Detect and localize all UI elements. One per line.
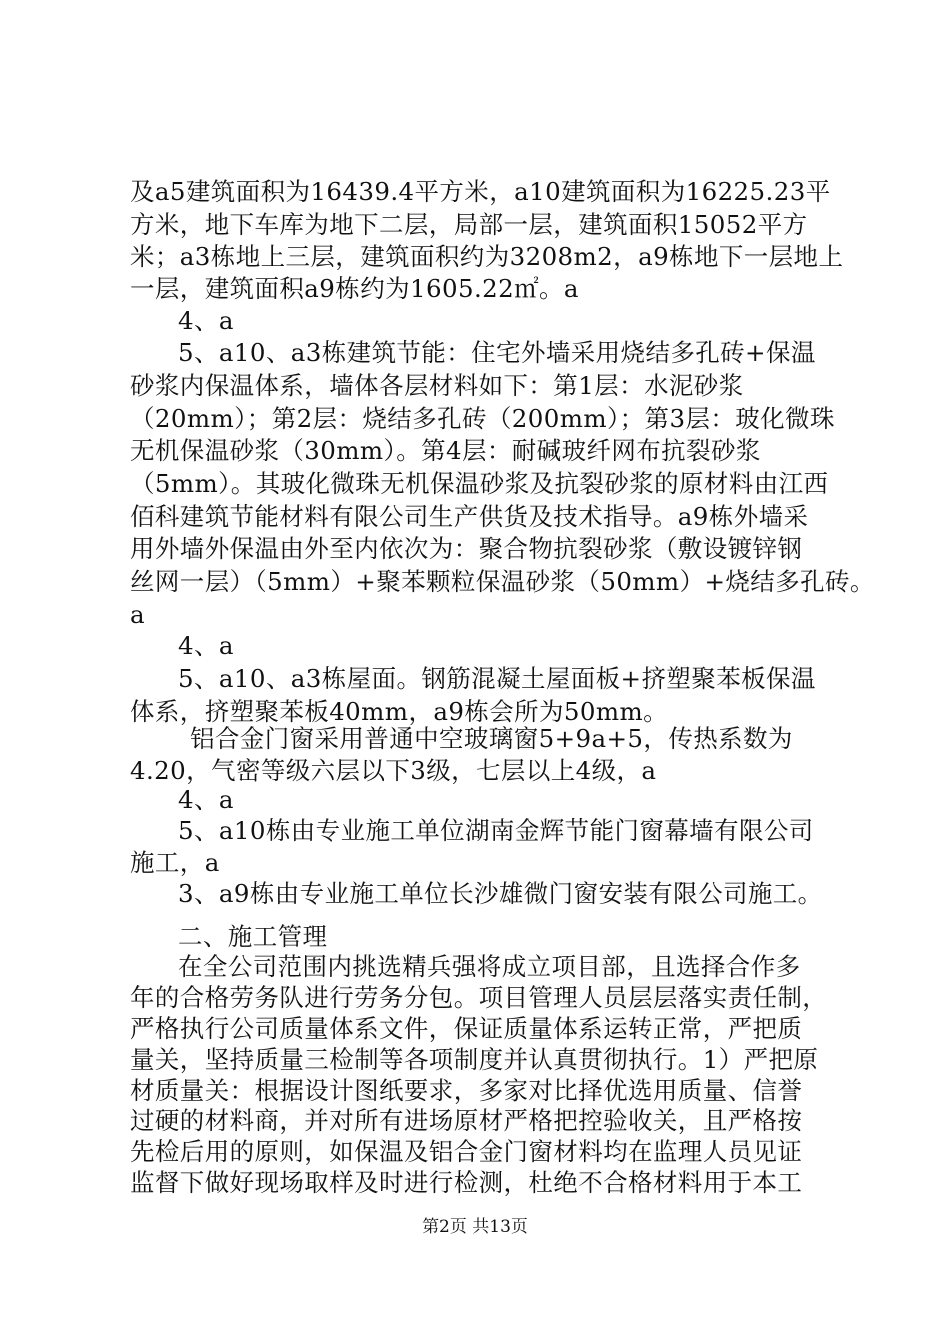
paragraph-line: 丝网一层）（5mm）+聚苯颗粒保温砂浆（50mm）+烧结多孔砖。 — [130, 567, 875, 596]
paragraph-line: 方米，地下车库为地下二层，局部一层，建筑面积15052平方 — [130, 210, 808, 239]
paragraph-line: 5、a10、a3栋屋面。钢筋混凝土屋面板+挤塑聚苯板保温 — [178, 664, 816, 693]
paragraph-line: 铝合金门窗采用普通中空玻璃窗5+9a+5，传热系数为 — [190, 724, 793, 753]
paragraph-line: 严格执行公司质量体系文件，保证质量体系运转正常，严把质 — [130, 1014, 803, 1043]
paragraph-line: 施工，a — [130, 848, 220, 877]
paragraph-line: 先检后用的原则，如保温及铝合金门窗材料均在监理人员见证 — [130, 1137, 803, 1166]
paragraph-line: 4、a — [178, 306, 234, 335]
paragraph-line: 5、a10、a3栋建筑节能：住宅外墙采用烧结多孔砖+保温 — [178, 338, 816, 367]
paragraph-line: 量关，坚持质量三检制等各项制度并认真贯彻执行。1）严把原 — [130, 1045, 819, 1074]
paragraph-line: （5mm）。其玻化微珠无机保温砂浆及抗裂砂浆的原材料由江西 — [130, 469, 829, 498]
paragraph-line: 砂浆内保温体系，墙体各层材料如下：第1层：水泥砂浆 — [130, 371, 744, 400]
paragraph-line: 4、a — [178, 785, 234, 814]
paragraph-line: a — [130, 600, 146, 629]
paragraph-line: 3、a9栋由专业施工单位长沙雄微门窗安装有限公司施工。 — [178, 879, 823, 908]
paragraph-line: 米；a3栋地上三层，建筑面积约为3208m2，a9栋地下一层地上 — [130, 242, 844, 271]
paragraph-line: （20mm）；第2层：烧结多孔砖（200mm）；第3层：玻化微珠 — [130, 404, 835, 433]
paragraph-line: 年的合格劳务队进行劳务分包。项目管理人员层层落实责任制， — [130, 983, 828, 1012]
page-footer: 第2页 共13页 — [422, 1217, 528, 1237]
paragraph-line: 一层，建筑面积a9栋约为1605.22㎡。a — [130, 274, 579, 303]
paragraph-line: 材质量关：根据设计图纸要求，多家对比择优选用质量、信誉 — [130, 1076, 803, 1105]
paragraph-line: 4、a — [178, 631, 234, 660]
paragraph-line: 体系，挤塑聚苯板40mm，a9栋会所为50mm。 — [130, 697, 669, 726]
paragraph-line: 监督下做好现场取样及时进行检测，杜绝不合格材料用于本工 — [130, 1168, 803, 1197]
paragraph-line: 4.20，气密等级六层以下3级，七层以上4级，a — [130, 756, 657, 785]
paragraph-line: 佰科建筑节能材料有限公司生产供货及技术指导。a9栋外墙采 — [130, 502, 809, 531]
paragraph-line: 用外墙外保温由外至内依次为：聚合物抗裂砂浆（敷设镀锌钢 — [130, 534, 803, 563]
paragraph-line: 及a5建筑面积为16439.4平方米，a10建筑面积为16225.23平 — [130, 177, 831, 206]
paragraph-line: 5、a10栋由专业施工单位湖南金辉节能门窗幕墙有限公司 — [178, 816, 814, 845]
paragraph-line: 无机保温砂浆（30mm）。第4层：耐碱玻纤网布抗裂砂浆 — [130, 436, 761, 465]
paragraph-line: 在全公司范围内挑选精兵强将成立项目部，且选择合作多 — [178, 952, 801, 981]
section-heading: 二、施工管理 — [178, 922, 328, 951]
paragraph-line: 过硬的材料商，并对所有进场原材严格把控验收关，且严格按 — [130, 1106, 803, 1135]
